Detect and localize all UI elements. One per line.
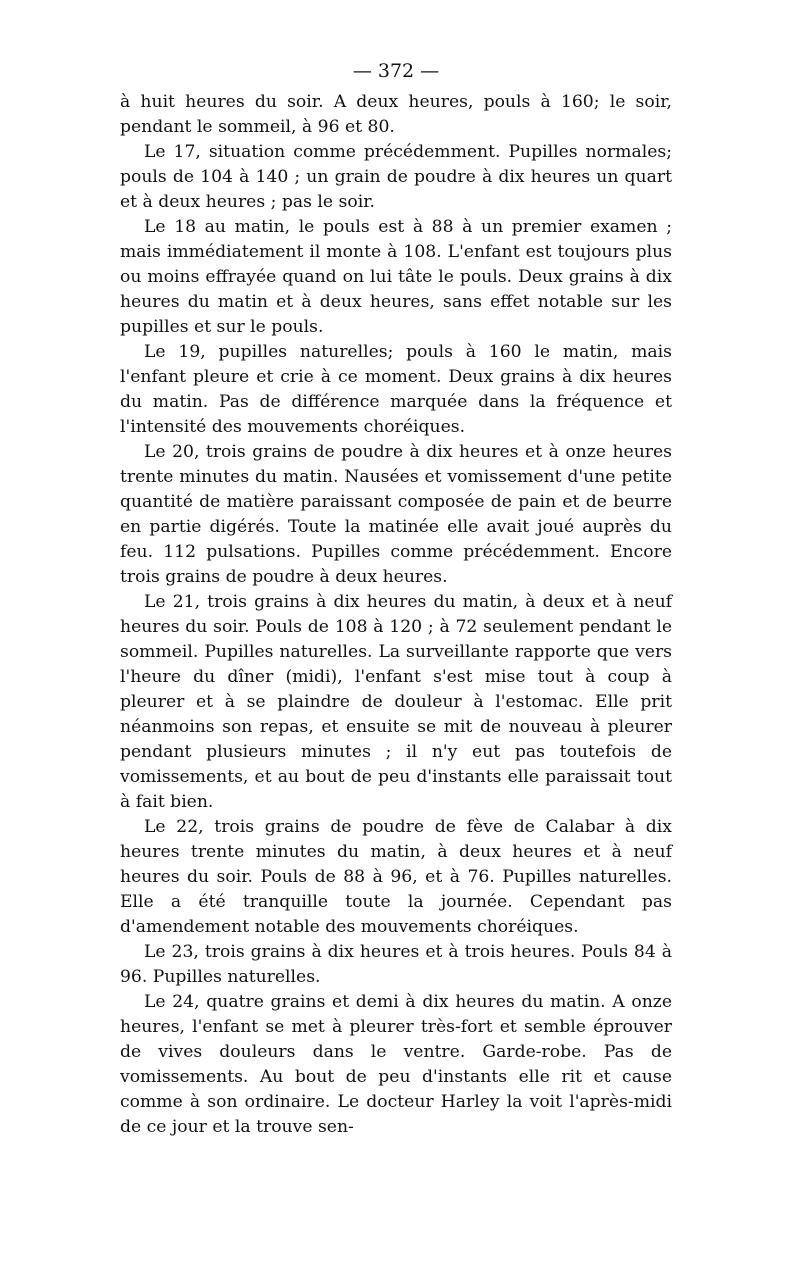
page-number: — 372 — [352,60,440,82]
paragraph-day-24: Le 24, quatre grains et demi à dix heures du matin. A onze heures, l'enfant se met à pleurer très-fort et semble éprouver de vives douleurs dans le ventre. Garde-robe. Pas de vomissements. Au bout de peu d'instants elle rit et cause comme à son ordinaire. Le docteur Harley la voit l'après-midi de ce jour et la trouve sen- [120,992,672,1137]
paragraph-day-19: Le 19, pupilles naturelles; pouls à 160 le matin, mais l'enfant pleure et crie à ce moment. Deux grains à dix heures du matin. Pas de différence marquée dans la fréquence et l'intensité des mouvements choréiques. [120,342,672,437]
paragraph-day-17: Le 17, situation comme précédemment. Pupilles normales; pouls de 104 à 140 ; un grain de poudre à dix heures un quart et à deux heures ; pas le soir. [120,142,672,212]
paragraph-day-22: Le 22, trois grains de poudre de fève de Calabar à dix heures trente minutes du matin, à deux heures et à neuf heures du soir. Pouls de 88 à 96, et à 76. Pupilles naturelles. Elle a été tranquille toute la journée. Cependant pas d'amendement notable des mouvements choréiques. [120,817,672,937]
paragraph-day-23: Le 23, trois grains à dix heures et à trois heures. Pouls 84 à 96. Pupilles naturelles. [120,942,672,987]
paragraph-day-20: Le 20, trois grains de poudre à dix heures et à onze heures trente minutes du matin. Nausées et vomissement d'une petite quantité de matière paraissant composée de pain et de beurre en partie digérés. Toute la matinée elle avait joué auprès du feu. 112 pulsations. Pupilles comme précédemment. Encore trois grains de poudre à deux heures. [120,442,672,587]
paragraph-day-18: Le 18 au matin, le pouls est à 88 à un premier examen ; mais immédiatement il monte à 108. L'enfant est toujours plus ou moins effrayée quand on lui tâte le pouls. Deux grains à dix heures du matin et à deux heures, sans effet notable sur les pupilles et sur le pouls. [120,217,672,337]
book-page [120,58,672,1140]
paragraph-continuation: à huit heures du soir. A deux heures, pouls à 160; le soir, pendant le sommeil, à 96 et 80. [120,92,672,137]
paragraph-day-21: Le 21, trois grains à dix heures du matin, à deux et à neuf heures du soir. Pouls de 108 à 120 ; à 72 seulement pendant le sommeil. Pupilles naturelles. La surveillante rapporte que vers l'heure du dîner (midi), l'enfant s'est mise tout à coup à pleurer et à se plaindre de douleur à l'estomac. Elle prit néanmoins son repas, et ensuite se mit de nouveau à pleurer pendant plusieurs minutes ; il n'y eut pas toutefois de vomissements, et au bout de peu d'instants elle paraissait tout à fait bien. [120,592,672,812]
